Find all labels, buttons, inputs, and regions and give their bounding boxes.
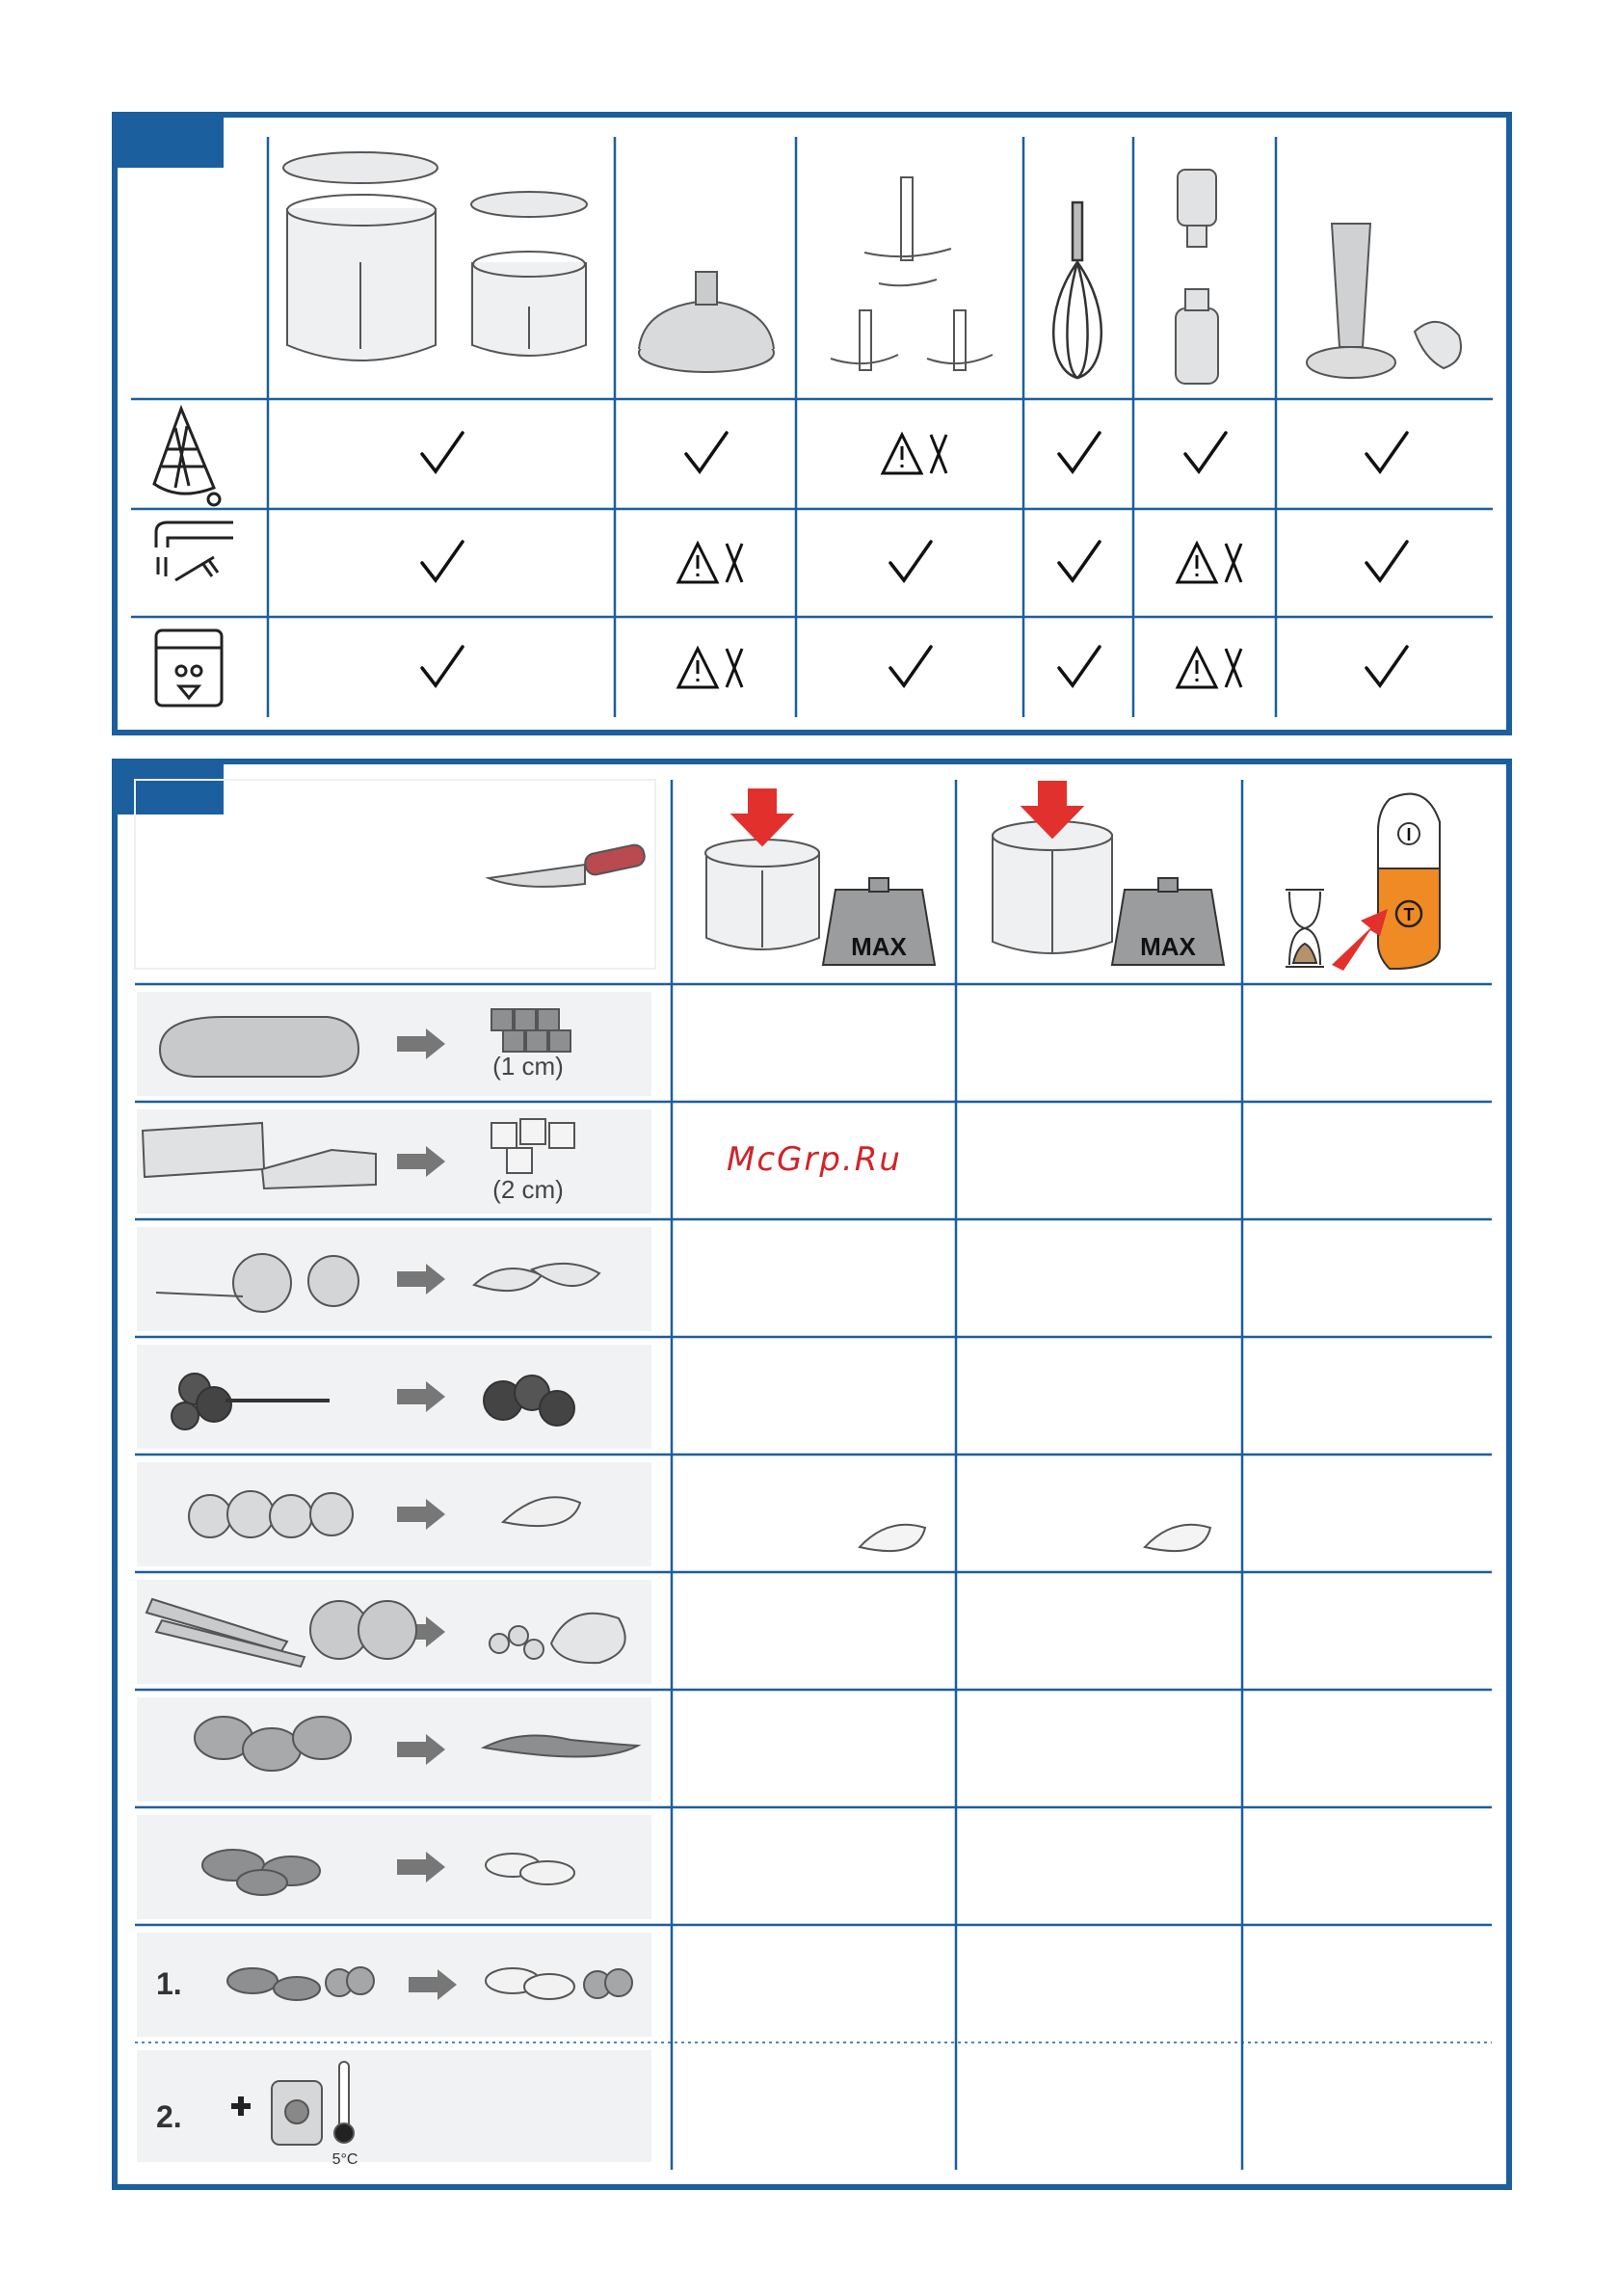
size-label-cheese: (2 cm)	[492, 1175, 564, 1204]
knife-icon	[489, 843, 647, 887]
soak-net-icon	[154, 409, 220, 505]
warning-cross-icon	[883, 435, 946, 473]
warning-cross-icon	[678, 649, 742, 687]
max-label-1: MAX	[851, 932, 907, 961]
switch-label-top: I	[1406, 825, 1412, 844]
check-icon	[1059, 433, 1100, 471]
check-icon	[1059, 542, 1100, 580]
dishwasher-icon	[156, 630, 222, 706]
food-cell-bg	[137, 2050, 651, 2162]
hourglass-icon	[1286, 890, 1324, 967]
chopper-bowls-icon	[283, 152, 587, 360]
whisk-icon	[1053, 202, 1101, 378]
small-chopper-bowl-icon	[705, 789, 819, 949]
processing-table-grid	[118, 764, 1506, 2184]
gear-lid-icon	[639, 272, 774, 372]
check-icon	[686, 433, 727, 471]
switch-label-bottom: T	[1403, 905, 1415, 924]
warning-cross-icon	[1178, 544, 1241, 582]
garlic-clove-icon	[1145, 1525, 1210, 1551]
check-icon	[1366, 647, 1407, 685]
coupler-icon	[1176, 170, 1218, 384]
step-1-label: 1.	[156, 1966, 182, 2001]
check-icon	[1366, 433, 1407, 471]
check-icon	[1059, 647, 1100, 685]
blade-inserts-icon	[831, 177, 993, 370]
tap-brush-icon	[156, 522, 233, 580]
max-label-2: MAX	[1140, 932, 1196, 961]
check-icon	[1366, 542, 1407, 580]
turbo-switch-icon	[1332, 794, 1440, 971]
cleaning-table-panel	[112, 112, 1512, 735]
watermark: McGrp.Ru	[727, 1140, 902, 1179]
check-icon	[890, 647, 931, 685]
masher-icon	[1307, 224, 1461, 378]
check-icon	[890, 542, 931, 580]
check-icon	[422, 542, 463, 580]
check-icon	[1185, 433, 1226, 471]
processing-table-panel	[112, 759, 1512, 2190]
large-chopper-bowl-icon	[993, 782, 1112, 953]
cleaning-table-grid	[118, 118, 1506, 730]
warning-cross-icon	[1178, 649, 1241, 687]
garlic-clove-icon	[860, 1525, 925, 1551]
check-icon	[422, 433, 463, 471]
warning-cross-icon	[678, 544, 742, 582]
check-icon	[422, 647, 463, 685]
size-label-meat: (1 cm)	[492, 1052, 564, 1081]
cell-symbols	[422, 433, 1407, 687]
temperature-label: 5°C	[332, 2151, 358, 2168]
step-2-label: 2.	[156, 2099, 182, 2134]
